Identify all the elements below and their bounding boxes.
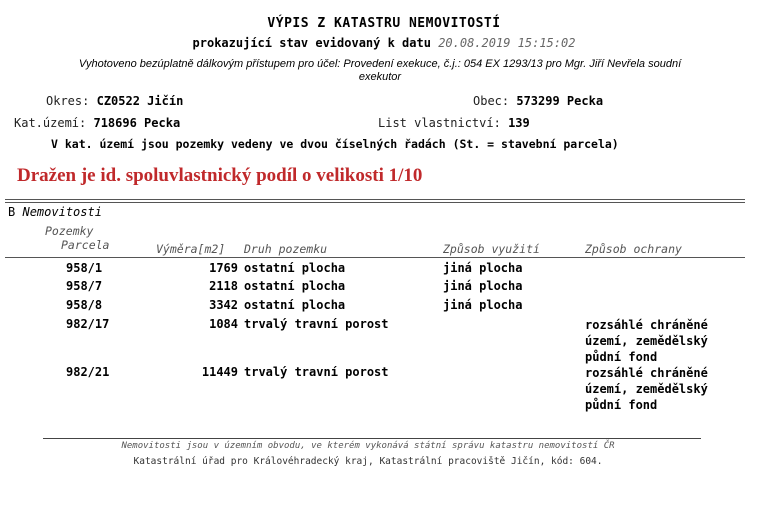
vyuziti-cell: jiná plocha xyxy=(443,298,523,312)
druh-cell: trvalý travní porost xyxy=(244,365,389,379)
obec-field xyxy=(473,94,603,108)
katastralni-uzemi-field xyxy=(14,116,180,130)
subtitle-label: prokazující stav evidovaný k datu xyxy=(192,36,431,50)
section-letter: B xyxy=(8,205,16,219)
footer-line-2: Katastrální úřad pro Královéhradecký kraj, Katastrální pracoviště Jičín, kód: 604. xyxy=(133,456,603,467)
druh-cell: ostatní plocha xyxy=(244,261,346,275)
vymera-cell: 11449 xyxy=(201,365,238,379)
ochrana-cell: rozsáhlé chráněné území, zemědělský půdní fond xyxy=(585,318,708,364)
footer-divider xyxy=(43,438,701,439)
druh-cell: ostatní plocha xyxy=(244,279,346,293)
col-parcela: Parcela xyxy=(61,238,110,252)
document-title: VÝPIS Z KATASTRU NEMOVITOSTÍ xyxy=(267,16,501,31)
col-vyuziti: Způsob využití xyxy=(443,242,540,256)
purpose-note: Vyhotoveno bezúplatně dálkovým přístupem pro účel: Provedení exekuce, č.j.: 054 EX 1293/13 pro Mgr. Jiří Nevřela soudní exekutor xyxy=(78,58,682,83)
vyuziti-cell: jiná plocha xyxy=(443,279,523,293)
section-divider-top-2 xyxy=(5,202,745,203)
okres-value: CZ0522 Jičín xyxy=(96,94,184,108)
parcela-cell: 958/7 xyxy=(66,279,103,293)
vyuziti-cell: jiná plocha xyxy=(443,261,523,275)
col-ochrana: Způsob ochrany xyxy=(585,242,682,256)
list-vlastnictvi-field xyxy=(378,116,530,130)
header-divider xyxy=(5,257,745,258)
parcela-cell: 958/1 xyxy=(66,261,103,275)
list-label: List vlastnictví: xyxy=(378,116,501,130)
druh-cell: trvalý travní porost xyxy=(244,317,389,331)
parcela-cell: 982/21 xyxy=(66,365,110,379)
parcela-cell: 958/8 xyxy=(66,298,103,312)
col-vymera: Výměra[m2] xyxy=(156,242,226,256)
kat-value: 718696 Pecka xyxy=(93,116,181,130)
subsection-pozemky: Pozemky xyxy=(45,224,94,238)
vymera-cell: 1084 xyxy=(209,317,238,331)
ochrana-cell: rozsáhlé chráněné území, zemědělský půdní fond xyxy=(585,366,708,412)
kat-label: Kat.území: xyxy=(14,116,87,130)
numbering-notice: V kat. území jsou pozemky vedeny ve dvou číselných řadách (St. = stavební parcela) xyxy=(51,137,619,151)
obec-value: 573299 Pecka xyxy=(516,94,604,108)
parcela-cell: 982/17 xyxy=(66,317,110,331)
subtitle-date: 20.08.2019 15:15:02 xyxy=(438,36,576,50)
okres-label: Okres: xyxy=(46,94,90,108)
section-name: Nemovitosti xyxy=(22,205,102,219)
obec-label: Obec: xyxy=(473,94,510,108)
section-divider-top xyxy=(5,199,745,200)
vymera-cell: 3342 xyxy=(209,298,238,312)
auction-note: Dražen je id. spoluvlastnický podíl o velikosti 1/10 xyxy=(17,165,423,186)
okres-field xyxy=(46,94,183,108)
vymera-cell: 1769 xyxy=(209,261,238,275)
list-value: 139 xyxy=(508,116,530,130)
document-subtitle xyxy=(0,36,768,50)
vymera-cell: 2118 xyxy=(209,279,238,293)
section-header xyxy=(8,205,102,219)
footer-line-1: Nemovitosti jsou v územním obvodu, ve kterém vykonává státní správu katastru nemovitostí ČR xyxy=(121,441,615,451)
druh-cell: ostatní plocha xyxy=(244,298,346,312)
col-druh: Druh pozemku xyxy=(244,242,328,256)
